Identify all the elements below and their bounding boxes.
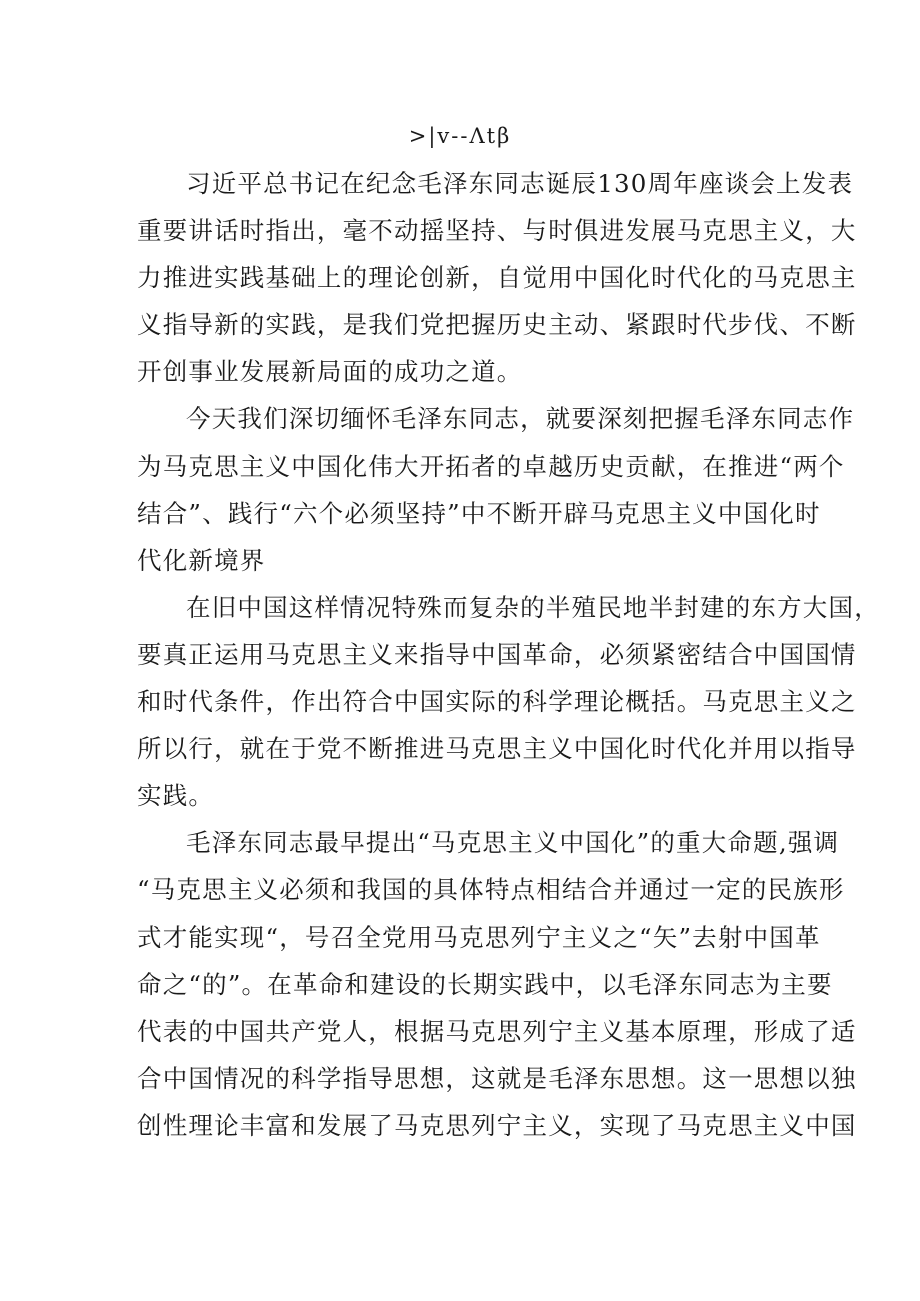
- document-body: [137, 160, 880, 1149]
- text-line: 开创事业发展新局面的成功之道。: [137, 357, 523, 387]
- text-line: 和时代条件，作出符合中国实际的科学理论概括。马克思主义之: [137, 687, 857, 717]
- text-line: 代化新境界: [137, 545, 266, 575]
- text-line: 毛泽东同志最早提出“马克思主义中国化”的重大命题,强调: [186, 828, 840, 858]
- page-header: >|v--Λtβ: [408, 124, 512, 148]
- paragraph-4: [137, 819, 857, 1149]
- text-line: 合中国情况的科学指导思想，这就是毛泽东思想。这一思想以独: [137, 1063, 857, 1093]
- text-line: 今天我们深切缅怀毛泽东同志，就要深刻把握毛泽东同志作: [186, 404, 855, 434]
- paragraph-2: [137, 395, 855, 583]
- text-line: 结合”、践行“六个必须坚持”中不断开辟马克思主义中国化时: [137, 498, 821, 528]
- text-line: 要真正运用马克思主义来指导中国革命，必须紧密结合中国国情: [137, 639, 857, 669]
- text-line: 力推进实践基础上的理论创新，自觉用中国化时代化的马克思主: [137, 263, 857, 293]
- text-line: 式才能实现“，号召全党用马克思列宁主义之“矢”去射中国革: [137, 922, 821, 952]
- paragraph-1: [137, 160, 857, 395]
- paragraph-3: [137, 584, 880, 819]
- text-line: 重要讲话时指出，毫不动摇坚持、与时俱进发展马克思主义，大: [137, 216, 857, 246]
- text-line: 实践。: [137, 781, 215, 811]
- text-line: 为马克思主义中国化伟大开拓者的卓越历史贡献，在推进“两个: [137, 451, 845, 481]
- text-line: 命之“的”。在革命和建设的长期实践中，以毛泽东同志为主要: [137, 969, 833, 999]
- text-line: “马克思主义必须和我国的具体特点相结合并通过一定的民族形: [137, 875, 845, 905]
- text-line: 代表的中国共产党人，根据马克思列宁主义基本原理，形成了适: [137, 1016, 857, 1046]
- text-line: 在旧中国这样情况特殊而复杂的半殖民地半封建的东方大国，: [186, 592, 880, 622]
- text-line: 义指导新的实践，是我们党把握历史主动、紧跟时代步伐、不断: [137, 310, 857, 340]
- text-line: 习近平总书记在纪念毛泽东同志诞辰130周年座谈会上发表: [186, 169, 854, 198]
- text-line: 所以行，就在于党不断推进马克思主义中国化时代化并用以指导: [137, 734, 857, 764]
- text-line: 创性理论丰富和发展了马克思列宁主义，实现了马克思主义中国: [137, 1110, 857, 1140]
